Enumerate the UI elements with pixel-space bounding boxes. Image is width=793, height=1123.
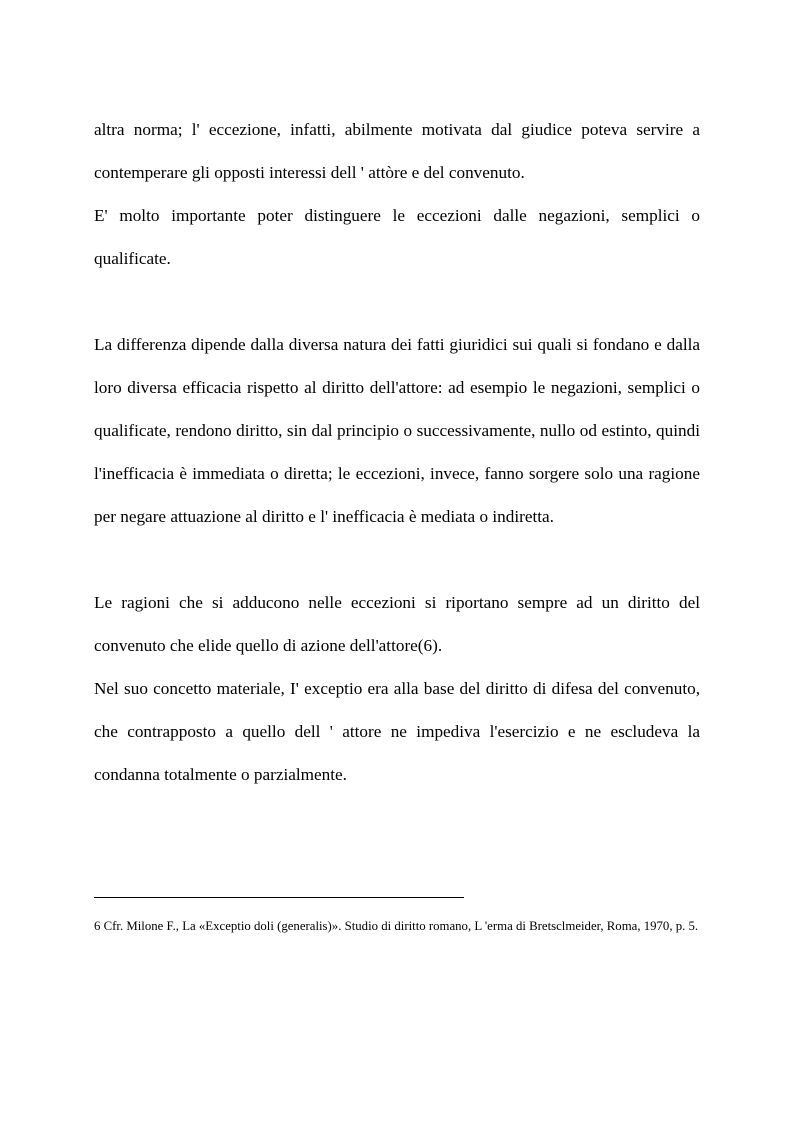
footnote-separator [94,897,464,898]
paragraph: E' molto importante poter distinguere le eccezioni dalle negazioni, semplici o qualificate. [94,206,700,268]
paragraph: La differenza dipende dalla diversa natura dei fatti giuridici sui quali si fondano e dalla loro diversa efficacia rispetto al diritto dell'attore: ad esempio le negazioni, semplici o qualificate, rendono diritto, sin dal principio o successivamente, nullo od estinto, quindi l'inefficacia è immediata o diretta; le eccezioni, invece, fanno sorgere solo una ragione per negare attuazione al diritto e l' inefficacia è mediata o indiretta. [94,335,700,526]
paragraph: Le ragioni che si adducono nelle eccezioni si riportano sempre ad un diritto del convenuto che elide quello di azione dell'attore(6). [94,593,700,655]
paragraph-spacer [94,538,700,581]
document-body [94,108,700,796]
footnote: 6 Cfr. Milone F., La «Exceptio doli (generalis)». Studio di diritto romano, L 'erma di Bretsclmeider, Roma, 1970, p. 5. [94,919,699,933]
paragraph-spacer [94,280,700,323]
paragraph: Nel suo concetto materiale, I' exceptio era alla base del diritto di difesa del convenuto, che contrapposto a quello dell ' attore ne impediva l'esercizio e ne escludeva la condanna totalmente o parzialmente. [94,679,700,784]
paragraph: altra norma; l' eccezione, infatti, abilmente motivata dal giudice poteva servire a contemperare gli opposti interessi dell ' attòre e del convenuto. [94,120,700,182]
